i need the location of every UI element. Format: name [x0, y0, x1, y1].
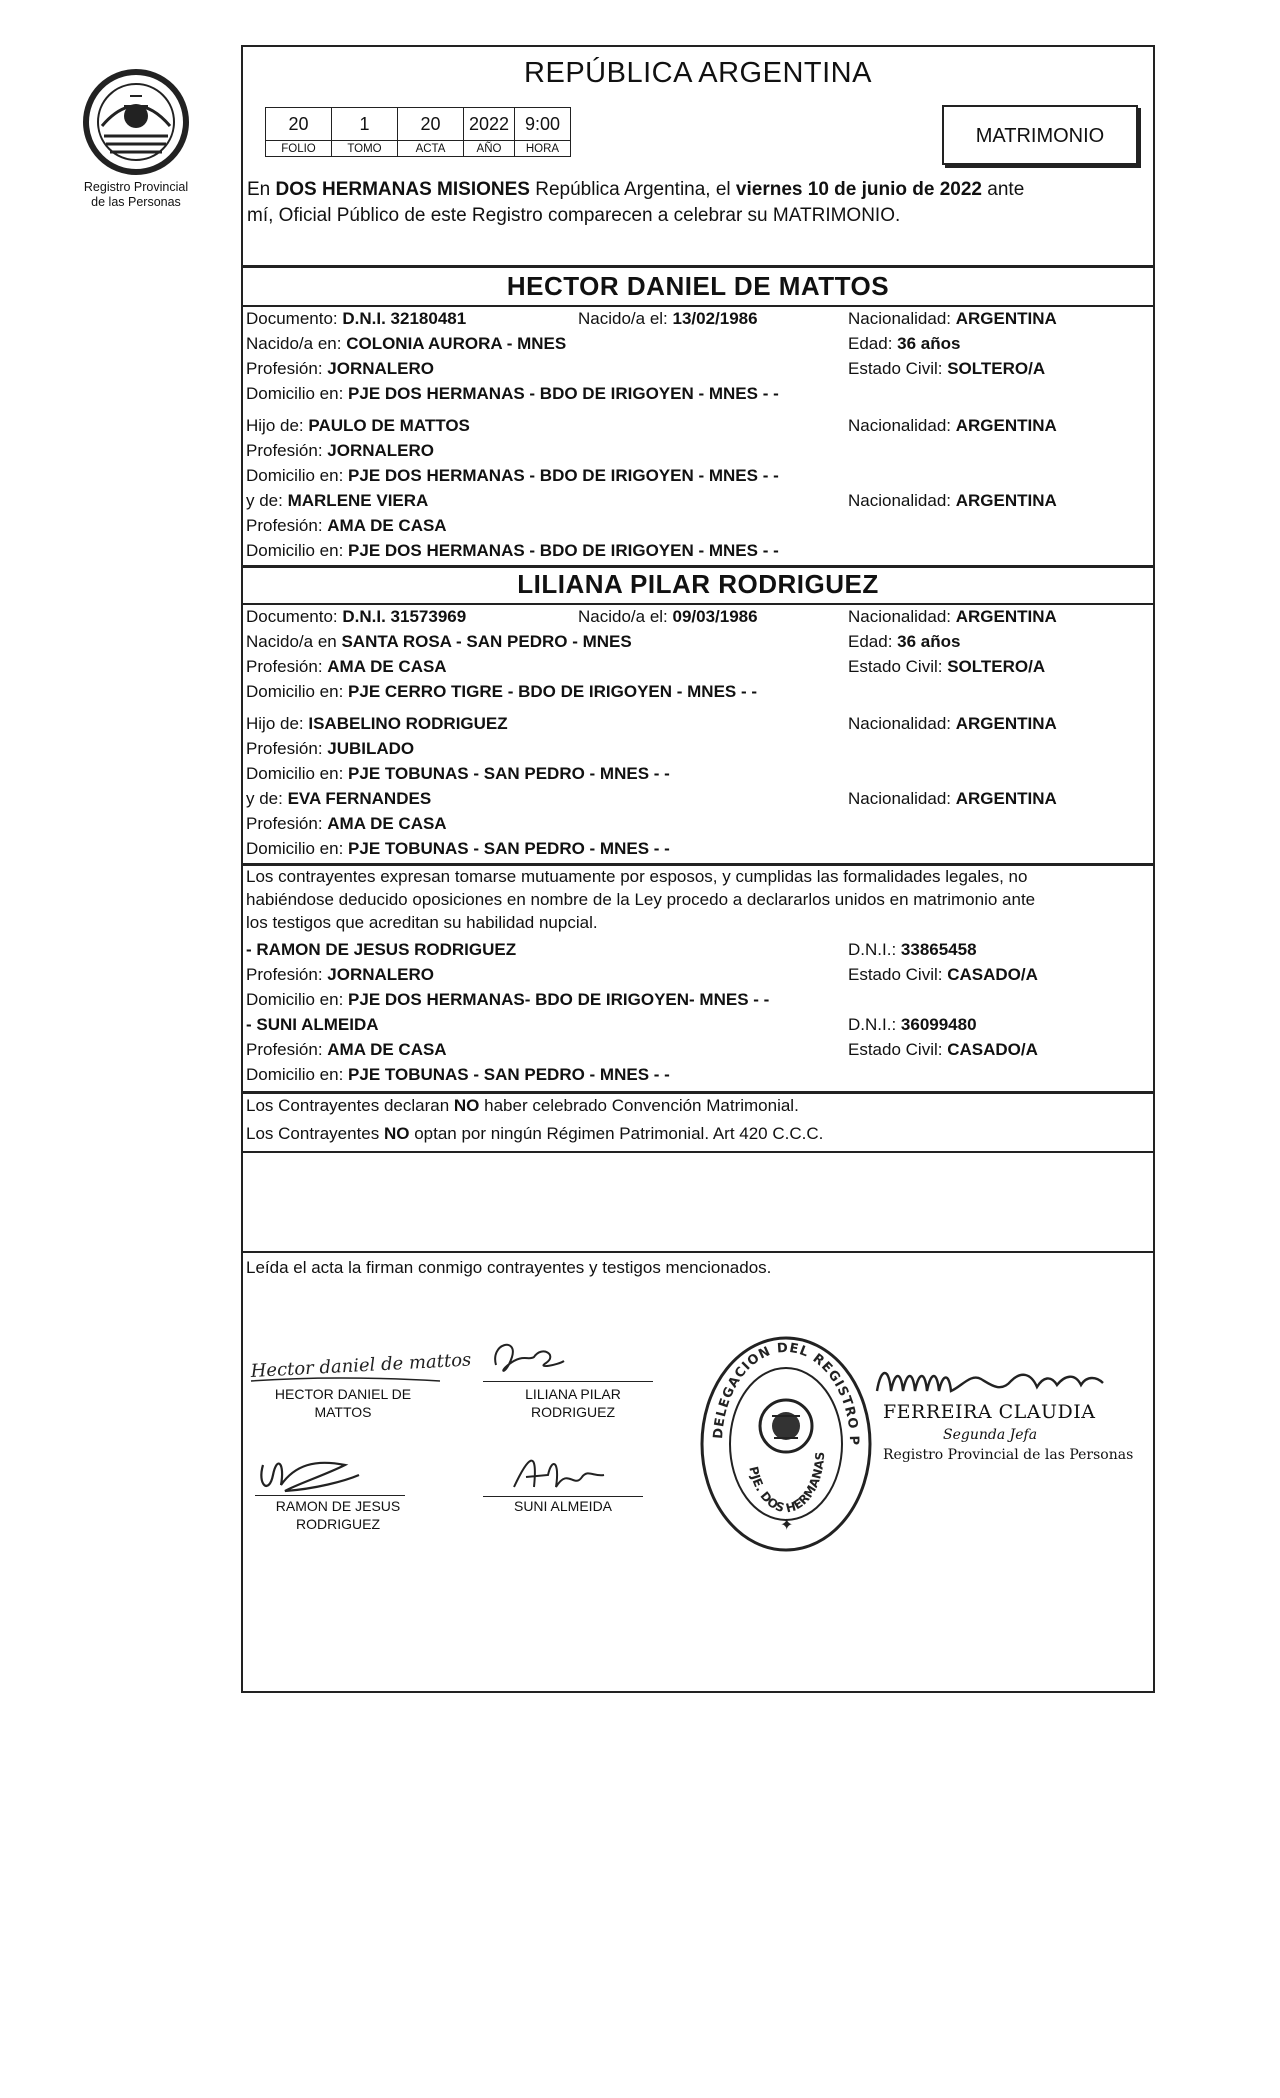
- c2-row-madre-domicilio: Domicilio en: PJE TOBUNAS - SAN PEDRO - MNES - -: [246, 839, 670, 858]
- testigo1-row-profesion: Profesión: JORNALERO Estado Civil: CASADO/A: [246, 965, 1038, 984]
- c1-row-profesion: Profesión: JORNALERO Estado Civil: SOLTERO/A: [246, 359, 1046, 378]
- c1-row-domicilio: Domicilio en: PJE DOS HERMANAS - BDO DE IRIGOYEN - MNES - -: [246, 384, 779, 403]
- c2-row-padre-domicilio: Domicilio en: PJE TOBUNAS - SAN PEDRO - MNES - -: [246, 764, 670, 783]
- testigo1-row-domicilio: Domicilio en: PJE DOS HERMANAS- BDO DE IRIGOYEN- MNES - -: [246, 990, 770, 1009]
- anio-value: 2022: [464, 108, 515, 141]
- testigo1-row-name: - RAMON DE JESUS RODRIGUEZ D.N.I.: 33865458: [246, 940, 977, 959]
- contrayente1-name: HECTOR DANIEL DE MATTOS: [506, 271, 890, 301]
- misiones-seal-icon: [80, 66, 192, 178]
- svg-text:PJE. DOS HERMANAS: PJE. DOS HERMANAS: [746, 1451, 828, 1516]
- c2-row-documento: Documento: D.N.I. 31573969 Nacido/a el: 09/03/1986 Nacionalidad: ARGENTINA: [246, 607, 1057, 626]
- sig1-name: HECTOR DANIEL DE MATTOS: [274, 1386, 412, 1420]
- signature-ramon: [255, 1445, 365, 1505]
- official-title: Segunda Jefa: [943, 1427, 1038, 1443]
- document-title: REPÚBLICA ARGENTINA: [524, 57, 872, 89]
- logo-caption-line2: de las Personas: [91, 195, 181, 209]
- c2-row-nacido-en: Nacido/a en SANTA ROSA - SAN PEDRO - MNES Edad: 36 años: [246, 632, 961, 651]
- logo-caption-line1: Registro Provincial: [83, 180, 189, 194]
- c1-row-padre: Hijo de: PAULO DE MATTOS Nacionalidad: ARGENTINA: [246, 416, 1057, 435]
- c2-row-padre: Hijo de: ISABELINO RODRIGUEZ Nacionalidad: ARGENTINA: [246, 714, 1057, 733]
- declaracion-line-2: habiéndose deducido oposiciones en nombre de la Ley procedo a declararlos unidos en matrimonio ante: [246, 890, 1036, 909]
- registry-logo: [68, 66, 204, 210]
- tomo-label: TOMO: [332, 141, 398, 157]
- folio-table: [265, 107, 571, 157]
- official-name: FERREIRA CLAUDIA: [883, 1401, 1096, 1423]
- tomo-value: 1: [332, 108, 398, 141]
- hora-label: HORA: [515, 141, 571, 157]
- declaracion-line-3: los testigos que acreditan su habilidad nupcial.: [246, 913, 598, 932]
- contrayente2-name: LILIANA PILAR RODRIGUEZ: [517, 569, 879, 599]
- intro-line-1: En DOS HERMANAS MISIONES República Argentina, el viernes 10 de junio de 2022 ante: [247, 179, 1025, 200]
- hora-value: 9:00: [515, 108, 571, 141]
- sig2-name: LILIANA PILAR RODRIGUEZ: [525, 1386, 621, 1420]
- acta-frame: [241, 45, 1155, 1693]
- folio-value: 20: [266, 108, 332, 141]
- c1-row-padre-profesion: Profesión: JORNALERO: [246, 441, 434, 460]
- acta-label: ACTA: [398, 141, 464, 157]
- c2-row-domicilio: Domicilio en: PJE CERRO TIGRE - BDO DE IRIGOYEN - MNES - -: [246, 682, 758, 701]
- signature-hector: [245, 1337, 472, 1387]
- testigo2-row-profesion: Profesión: AMA DE CASA Estado Civil: CASADO/A: [246, 1040, 1038, 1059]
- document-kind: MATRIMONIO: [975, 125, 1105, 147]
- c1-row-madre: y de: MARLENE VIERA Nacionalidad: ARGENTINA: [246, 491, 1057, 510]
- convencion-line-2: Los Contrayentes NO optan por ningún Régimen Patrimonial. Art 420 C.C.C.: [246, 1124, 824, 1143]
- registry-stamp-icon: [691, 1323, 873, 1554]
- cierre-text: Leída el acta la firman conmigo contrayentes y testigos mencionados.: [246, 1258, 772, 1277]
- c2-row-madre: y de: EVA FERNANDES Nacionalidad: ARGENTINA: [246, 789, 1057, 808]
- c1-row-documento: Documento: D.N.I. 32180481 Nacido/a el: 13/02/1986 Nacionalidad: ARGENTINA: [246, 309, 1057, 328]
- svg-text:DELEGACION DEL REGISTRO PROVIN: DELEGACION DEL REGISTRO PROVINCIAL DE LAS PERSONAS: [691, 1323, 862, 1447]
- c1-row-padre-domicilio: Domicilio en: PJE DOS HERMANAS - BDO DE IRIGOYEN - MNES - -: [246, 466, 779, 485]
- c2-row-profesion: Profesión: AMA DE CASA Estado Civil: SOLTERO/A: [246, 657, 1046, 676]
- sig4-name: SUNI ALMEIDA: [513, 1498, 613, 1514]
- signature-liliana: [488, 1335, 568, 1385]
- svg-text:✦: ✦: [780, 1517, 794, 1534]
- convencion-line-1: Los Contrayentes declaran NO haber celebrado Convención Matrimonial.: [246, 1096, 799, 1115]
- intro-line-2: mí, Oficial Público de este Registro comparecen a celebrar su MATRIMONIO.: [247, 205, 901, 226]
- acta-value: 20: [398, 108, 464, 141]
- c2-row-padre-profesion: Profesión: JUBILADO: [246, 739, 415, 758]
- anio-label: AÑO: [464, 141, 515, 157]
- testigo2-row-domicilio: Domicilio en: PJE TOBUNAS - SAN PEDRO - MNES - -: [246, 1065, 670, 1084]
- svg-text:Hector daniel de mattos: Hector daniel de mattos: [250, 1349, 472, 1382]
- c1-row-madre-domicilio: Domicilio en: PJE DOS HERMANAS - BDO DE IRIGOYEN - MNES - -: [246, 541, 779, 560]
- document-kind-box: [942, 105, 1138, 165]
- folio-label: FOLIO: [266, 141, 332, 157]
- testigo2-row-name: - SUNI ALMEIDA D.N.I.: 36099480: [246, 1015, 977, 1034]
- c2-row-madre-profesion: Profesión: AMA DE CASA: [246, 814, 447, 833]
- c1-row-nacido-en: Nacido/a en: COLONIA AURORA - MNES Edad: 36 años: [246, 334, 961, 353]
- official-office: Registro Provincial de las Personas: [883, 1447, 1134, 1463]
- sig3-name: RAMON DE JESUS RODRIGUEZ: [275, 1498, 401, 1532]
- declaracion-line-1: Los contrayentes expresan tomarse mutuamente por esposos, y cumplidas las formalidades legales, no: [246, 867, 1028, 886]
- signature-suni: [508, 1447, 608, 1502]
- c1-row-madre-profesion: Profesión: AMA DE CASA: [246, 516, 447, 535]
